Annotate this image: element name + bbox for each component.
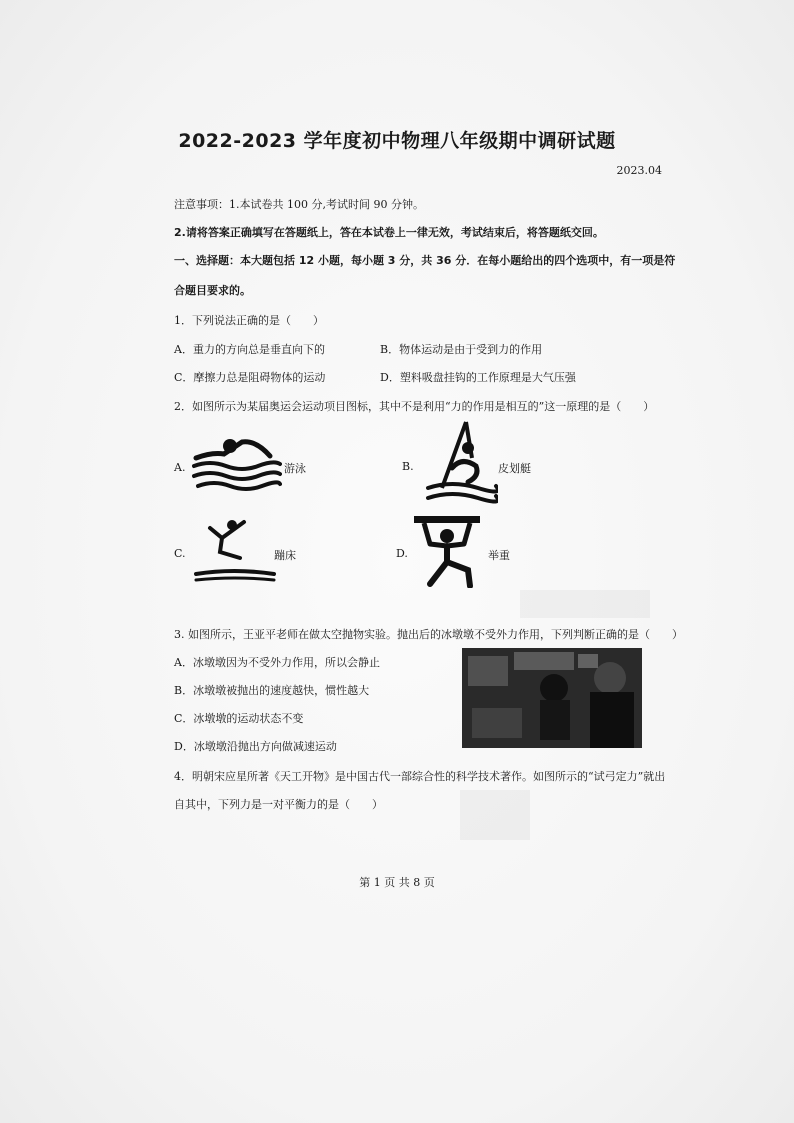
question-2-option-c-label: 蹦床 — [274, 549, 296, 562]
question-2-option-b-letter: B. — [402, 460, 414, 473]
notes-line-2: 2.请将答案正确填写在答题纸上，答在本试卷上一律无效，考试结束后，将答题纸交回。 — [174, 226, 604, 239]
canoe-icon — [422, 418, 498, 514]
question-2-option-a-letter: A. — [174, 461, 186, 474]
notes-line-1: 注意事项：1.本试卷共 100 分,考试时间 90 分钟。 — [174, 198, 424, 211]
exam-date: 2023.04 — [616, 164, 662, 177]
section-heading-line-1: 一、选择题：本大题包括 12 小题，每小题 3 分，共 36 分．在每小题给出的四个选项中，有一项是符 — [174, 254, 676, 267]
question-3-option-c: C．冰墩墩的运动状态不变 — [174, 712, 304, 725]
question-2-option-d-letter: D. — [396, 547, 408, 560]
question-4-stem-line-1: 4．明朝宋应星所著《天工开物》是中国古代一部综合性的科学技术著作。如图所示的“试弓定力”就出 — [174, 770, 666, 783]
trampoline-icon — [192, 518, 278, 584]
swimming-icon — [190, 436, 282, 492]
weightlifting-icon — [412, 510, 482, 588]
question-1-stem: 1．下列说法正确的是（ ） — [174, 314, 324, 327]
question-3-stem: 3. 如图所示，王亚平老师在做太空抛物实验。抛出后的冰墩墩不受外力作用，下列判断正确的是（ ） — [174, 628, 683, 641]
question-2-option-a-label: 游泳 — [284, 462, 306, 475]
question-3-option-a: A．冰墩墩因为不受外力作用，所以会静止 — [174, 656, 380, 669]
question-1-option-b: B．物体运动是由于受到力的作用 — [380, 343, 543, 356]
bleed-through-mark — [520, 590, 650, 618]
question-1-option-a: A．重力的方向总是垂直向下的 — [174, 343, 325, 356]
question-2-option-d-label: 举重 — [488, 549, 510, 562]
question-2-stem: 2．如图所示为某届奥运会运动项目图标，其中不是利用“力的作用是相互的”这一原理的是（ ） — [174, 400, 655, 413]
question-3-option-b: B．冰墩墩被抛出的速度越快，惯性越大 — [174, 684, 370, 697]
question-1-option-d: D．塑料吸盘挂钩的工作原理是大气压强 — [380, 371, 576, 384]
space-station-photo — [462, 648, 642, 748]
question-4-stem-line-2: 自其中，下列力是一对平衡力的是（ ） — [174, 798, 383, 811]
question-3-option-d: D．冰墩墩沿抛出方向做减速运动 — [174, 740, 337, 753]
page-number: 第 1 页 共 8 页 — [359, 876, 435, 889]
section-heading-line-2: 合题目要求的。 — [174, 284, 251, 297]
bleed-through-mark — [460, 790, 530, 840]
question-2-option-c-letter: C. — [174, 547, 186, 560]
question-1-option-c: C．摩擦力总是阻碍物体的运动 — [174, 371, 326, 384]
exam-title: 2022-2023 学年度初中物理八年级期中调研试题 — [178, 130, 616, 152]
question-2-option-b-label: 皮划艇 — [498, 462, 531, 475]
